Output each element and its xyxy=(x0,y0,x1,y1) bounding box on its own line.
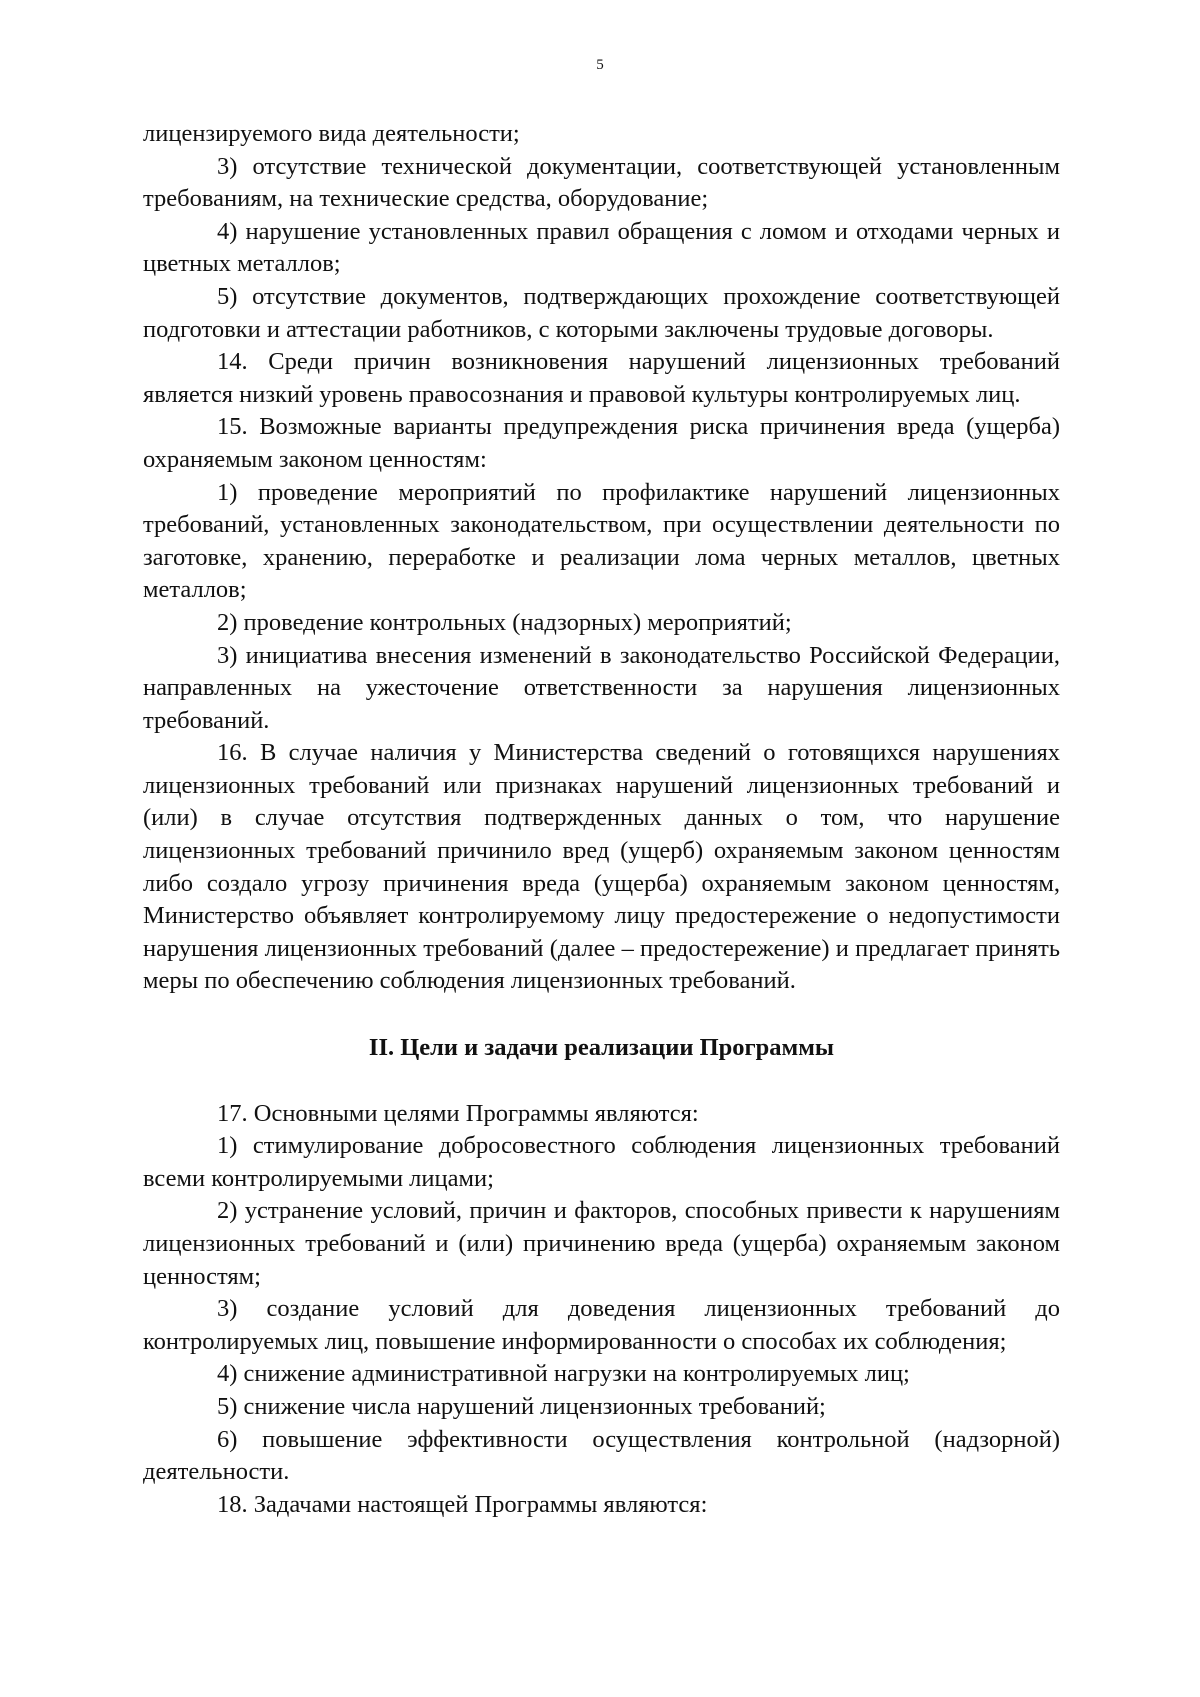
section-heading: II. Цели и задачи реализации Программы xyxy=(368,1034,835,1062)
paragraph: 6) повышение эффективности осуществления контрольной (надзорной) деятельности. xyxy=(143,1425,1060,1486)
paragraph: лицензируемого вида деятельности; xyxy=(143,120,520,147)
paragraph: 1) стимулирование добросовестного соблюдения лицензионных требований всеми контролируемыми лицами; xyxy=(143,1132,1060,1192)
paragraph: 2) устранение условий, причин и факторов, способных привести к нарушениям лицензионных требований и (или) причинению вреда (ущерба) охраняемым законом ценностям; xyxy=(143,1197,1060,1290)
document-body xyxy=(143,118,1060,1521)
paragraph: 14. Среди причин возникновения нарушений лицензионных требований является низкий уровень правосознания и правовой культуры контролируемых лиц. xyxy=(143,348,1060,408)
paragraph: 1) проведение мероприятий по профилактике нарушений лицензионных требований, установленных законодательством, при осуществлении деятельности по заготовке, хранению, переработке и реализации лома черных металлов, цветных металлов; xyxy=(143,478,1060,604)
paragraph: 15. Возможные варианты предупреждения риска причинения вреда (ущерба) охраняемым законом ценностям: xyxy=(143,413,1060,473)
paragraph: 4) снижение административной нагрузки на контролируемых лиц; xyxy=(217,1360,910,1388)
paragraph: 5) снижение числа нарушений лицензионных требований; xyxy=(217,1392,826,1420)
paragraph: 16. В случае наличия у Министерства сведений о готовящихся нарушениях лицензионных требований или признаках нарушений лицензионных требований и (или) в случае отсутствия подтвержденных данных о том, что нарушение лицензионных требований причинило вред (ущерб) охраняемым законом ценностям либо создало угрозу причинения вреда (ущерба) охраняемым законом ценностям, Министерство объявляет контролируемому лицу предостережение о недопустимости нарушения лицензионных требований (далее – предостережение) и предлагает принять меры по обеспечению соблюдения лицензионных требований. xyxy=(143,739,1060,995)
paragraphs-after-heading xyxy=(143,1098,1060,1522)
paragraphs-before-heading xyxy=(143,118,1060,998)
paragraph: 2) проведение контрольных (надзорных) мероприятий; xyxy=(217,608,792,636)
paragraph: 18. Задачами настоящей Программы являются: xyxy=(217,1490,708,1518)
paragraph: 3) инициатива внесения изменений в законодательство Российской Федерации, направленных на ужесточение ответственности за нарушения лицензионных требований. xyxy=(143,641,1060,734)
paragraph: 3) отсутствие технической документации, соответствующей установленным требованиям, на технические средства, оборудование; xyxy=(143,152,1060,213)
paragraph: 3) создание условий для доведения лицензионных требований до контролируемых лиц, повышение информированности о способах их соблюдения; xyxy=(143,1295,1060,1355)
paragraph: 5) отсутствие документов, подтверждающих прохождение соответствующей подготовки и аттестации работников, с которыми заключены трудовые договоры. xyxy=(143,282,1060,343)
paragraph: 17. Основными целями Программы являются: xyxy=(217,1099,699,1127)
page-number: 5 xyxy=(596,57,604,73)
paragraph: 4) нарушение установленных правил обращения с ломом и отходами черных и цветных металлов; xyxy=(143,217,1060,278)
